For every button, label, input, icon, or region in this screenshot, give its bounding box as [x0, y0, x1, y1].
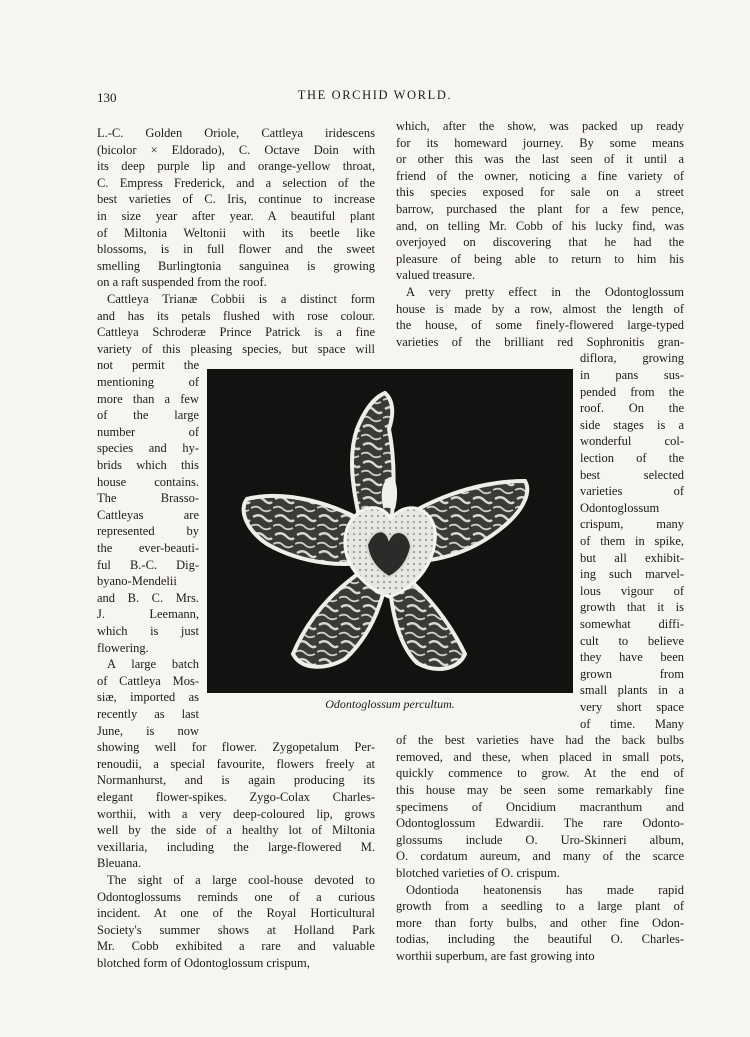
- text-line: flowering.: [97, 640, 149, 655]
- orchid-photograph: [207, 369, 573, 693]
- text-line: friend of the owner, noticing a fine variety of: [396, 168, 684, 183]
- text-line: of Miltonia Weltonii with its beetle like: [97, 225, 375, 240]
- text-line: byano-Mendelii: [97, 574, 177, 589]
- text-line: represented by: [97, 524, 199, 539]
- text-line: of the large: [97, 408, 199, 423]
- text-line: pended from the: [580, 384, 684, 399]
- page-number: 130: [97, 90, 117, 105]
- text-line: house is made by a row, almost the length of: [396, 301, 684, 316]
- text-line: blotched form of Odontoglossum crispum,: [97, 956, 310, 970]
- text-line: recently as last: [97, 707, 199, 721]
- text-line: The sight of a large cool-house devoted to: [107, 873, 375, 887]
- text-line: more than forty bulbs, and other fine Odon-: [396, 915, 684, 930]
- text-line: valued treasure.: [396, 268, 476, 283]
- text-line: and, on telling Mr. Cobb of his lucky find, was: [396, 218, 684, 233]
- text-line: very short space: [580, 700, 684, 714]
- text-line: but all exhibit-: [580, 550, 684, 565]
- text-line: best varieties of C. Iris, continue to increase: [97, 192, 375, 207]
- text-line: smelling Burlingtonia sanguinea is growing: [97, 258, 375, 273]
- text-line: in pans sus-: [580, 368, 684, 382]
- text-line: blotched varieties of O. crispum.: [396, 866, 560, 880]
- text-line: well by the side of a healthy lot of Miltonia: [97, 823, 375, 838]
- text-line: Cattleya Schroderæ Prince Patrick is a fine: [97, 325, 375, 340]
- running-head: THE ORCHID WORLD.: [297, 88, 453, 102]
- text-line: quickly commence to grow. At the end of: [396, 766, 684, 781]
- text-line: Normanhurst, and is again producing its: [97, 773, 375, 788]
- text-line: L.-C. Golden Oriole, Cattleya iridescens: [97, 126, 375, 140]
- text-line: which is just: [97, 624, 199, 638]
- text-line: somewhat diffi-: [580, 617, 684, 631]
- text-line: worthii superbum, are fast growing into: [396, 949, 595, 963]
- text-line: of the best varieties have had the back bulbs: [396, 733, 684, 748]
- text-line: which, after the show, was packed up ready: [396, 119, 684, 133]
- text-line: todias, including the beautiful O. Charles-: [396, 932, 684, 947]
- text-line: more than a few: [97, 391, 199, 406]
- text-line: Odontoglossums reminds one of a curious: [97, 889, 375, 904]
- text-line: small plants in a: [580, 683, 684, 698]
- text-line: diflora, growing: [580, 351, 684, 366]
- text-line: the ever-beauti-: [97, 541, 199, 555]
- text-line: growth that it is: [580, 600, 684, 615]
- text-line: ing such marvel-: [580, 567, 684, 582]
- text-line: not permit the: [97, 358, 199, 373]
- text-line: blossoms, is in full flower and the sweet: [97, 242, 375, 257]
- text-line: the house, of some finely-flowered large-typed: [396, 318, 684, 333]
- text-line: Bleuana.: [97, 856, 142, 871]
- text-line: grown from: [580, 666, 684, 681]
- text-line: or other this was the last seen of it until a: [396, 152, 684, 167]
- text-line: roof. On the: [580, 401, 684, 416]
- text-line: number of: [97, 424, 199, 439]
- text-line: varieties of: [580, 484, 684, 499]
- text-line: worthii, with a very deep-coloured lip, grows: [97, 806, 375, 821]
- text-line: Odontoglossum Edwardii. The rare Odonto-: [396, 816, 684, 831]
- text-line: growth from a seedling to a large plant of: [396, 899, 684, 914]
- text-line: for its homeward journey. By some means: [396, 135, 684, 150]
- text-line: overjoyed on discovering that he had the: [396, 235, 684, 250]
- text-line: in size year after year. A beautiful plant: [97, 209, 375, 223]
- text-line: glossums include O. Uro-Skinneri album,: [396, 832, 684, 847]
- text-line: elegant flower-spikes. Zygo-Colax Charles-: [97, 790, 375, 804]
- text-line: variety of this pleasing species, but space will: [97, 341, 375, 356]
- text-line: crispum, many: [580, 517, 684, 532]
- figure-caption: Odontoglossum percultum.: [325, 697, 455, 711]
- text-line: pleasure of being able to return to him his: [396, 251, 684, 266]
- text-line: brids which this: [97, 458, 199, 472]
- text-line: ful B.-C. Dig-: [97, 557, 199, 572]
- text-line: The Brasso-: [97, 491, 199, 506]
- text-line: Cattleya Trianæ Cobbii is a distinct form: [107, 292, 375, 306]
- text-line: Odontoglossum: [580, 500, 660, 515]
- text-line: its deep purple lip and orange-yellow throat,: [97, 159, 375, 174]
- text-line: incident. At one of the Royal Horticultural: [97, 906, 375, 921]
- text-line: and has its petals flushed with rose colour.: [97, 308, 375, 323]
- text-line: C. Empress Frederick, and a selection of the: [97, 175, 375, 190]
- text-line: of Cattleya Mos-: [97, 673, 199, 688]
- text-line: house contains.: [97, 474, 199, 489]
- text-line: O. cordatum aureum, and many of the scarce: [396, 849, 684, 864]
- text-line: showing well for flower. Zygopetalum Per-: [97, 740, 375, 755]
- text-line: of time. Many: [580, 716, 684, 731]
- text-line: specimens of Oncidium macranthum and: [396, 799, 684, 814]
- text-line: and B. C. Mrs.: [97, 590, 199, 605]
- text-line: varieties of the brilliant red Sophronitis gran-: [396, 334, 684, 349]
- text-line: Society's summer shows at Holland Park: [97, 922, 375, 937]
- text-line: J. Leemann,: [97, 607, 199, 622]
- text-line: vexillaria, including the large-flowered M.: [97, 839, 375, 854]
- text-line: A large batch: [107, 657, 199, 672]
- text-line: (bicolor × Eldorado), C. Octave Doin with: [97, 142, 375, 157]
- text-line: of them in spike,: [580, 534, 684, 548]
- text-line: this house may be seen some remarkably fine: [396, 783, 684, 797]
- text-line: on a raft suspended from the roof.: [97, 275, 267, 290]
- text-line: Cattleyas are: [97, 507, 199, 522]
- text-line: they have been: [580, 650, 684, 665]
- text-line: Odontioda heatonensis has made rapid: [406, 882, 684, 897]
- text-line: Mr. Cobb exhibited a rare and valuable: [97, 939, 375, 954]
- text-line: removed, and these, when placed in small pots,: [396, 749, 684, 764]
- text-line: this species exposed for sale on a street: [396, 185, 684, 200]
- text-line: lous vigour of: [580, 583, 684, 598]
- text-line: cult to believe: [580, 633, 684, 648]
- text-line: species and hy-: [97, 441, 199, 456]
- text-line: wonderful col-: [580, 434, 684, 449]
- text-line: siæ, imported as: [97, 690, 199, 705]
- text-line: June, is now: [97, 723, 199, 738]
- text-line: side stages is a: [580, 417, 684, 432]
- text-line: A very pretty effect in the Odontoglossum: [406, 285, 684, 299]
- text-line: mentioning of: [97, 375, 199, 389]
- text-line: best selected: [580, 467, 684, 482]
- text-line: renoudii, a special favourite, flowers freely at: [97, 756, 375, 771]
- text-line: lection of the: [580, 451, 684, 465]
- text-line: barrow, purchased the plant for a few pence,: [396, 202, 684, 216]
